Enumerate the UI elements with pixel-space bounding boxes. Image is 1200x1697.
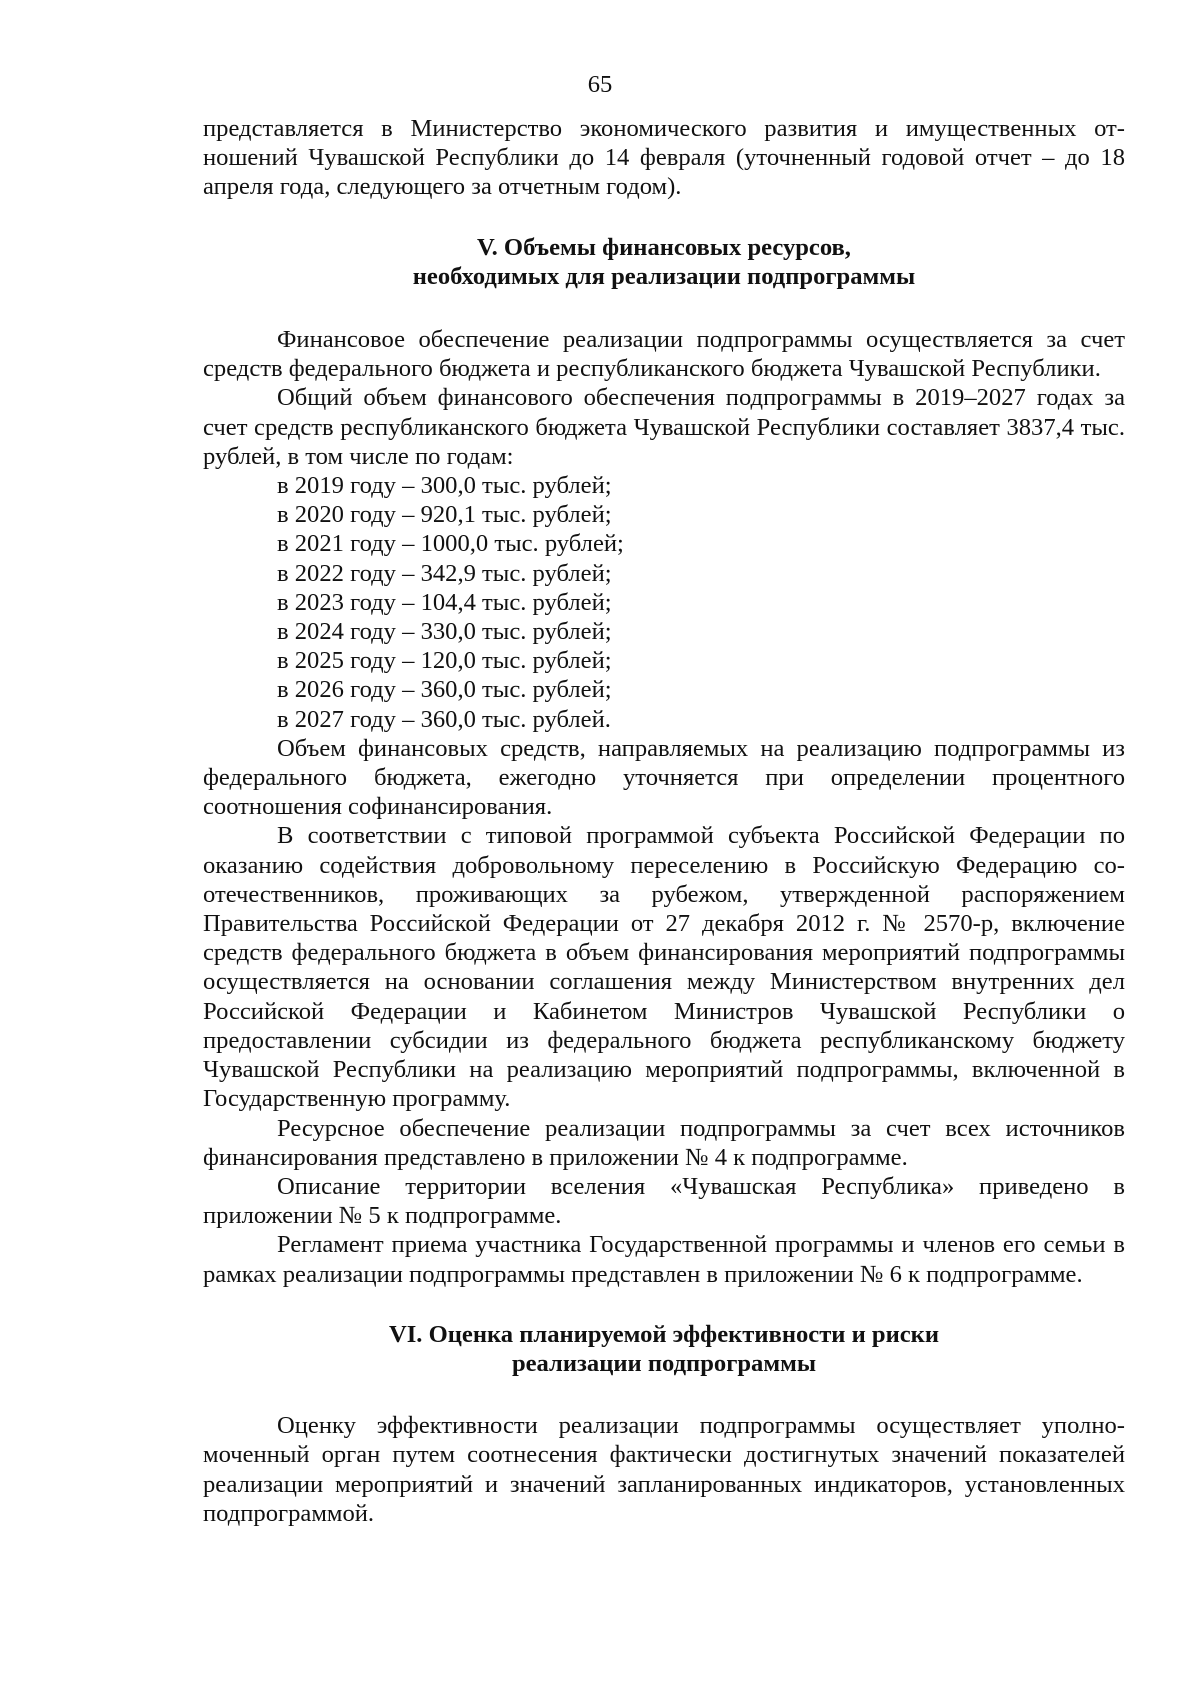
funding-year-item: в 2027 году – 360,0 тыс. рублей.: [277, 705, 611, 733]
section-5-paragraph-6: Описание территории вселения «Чувашская Республика» приведено в приложении № 5 к подпрограмме.: [203, 1172, 1125, 1230]
section-6-heading: [203, 1320, 1125, 1378]
funding-year-item: в 2024 году – 330,0 тыс. рублей;: [277, 618, 612, 646]
section-5-heading-line-1: V. Объемы финансовых ресурсов,: [477, 233, 851, 261]
page-number: 65: [587, 71, 613, 98]
funding-year-item: в 2020 году – 920,1 тыс. рублей;: [277, 501, 612, 529]
section-6-paragraph-1: Оценку эффективности реализации подпрограммы осуществляет уполномоченный орган путем соотнесения фактически достигнутых значений показателей реализации мероприятий и значений запланированных индикаторов, установленных подпрограммой.: [203, 1412, 1125, 1527]
section-5-paragraph-3: Объем финансовых средств, направляемых на реализацию подпрограммы из федерального бюджета, ежегодно уточняется при определении процентного соотношения софинансирования.: [203, 734, 1125, 821]
intro-paragraph: представляется в Министерство экономического развития и имущественных отношений Чувашской Республики до 14 февраля (уточненный годовой отчет – до 18 апреля года, следующего за отчетным годом).: [203, 115, 1125, 201]
section-5-paragraph-5: Ресурсное обеспечение реализации подпрограммы за счет всех источников финансирования представлено в приложении № 4 к подпрограмме.: [203, 1114, 1125, 1171]
funding-year-item: в 2021 году – 1000,0 тыс. рублей;: [277, 530, 624, 558]
funding-year-item: в 2019 году – 300,0 тыс. рублей;: [277, 472, 612, 500]
funding-by-year-list: [203, 471, 1125, 734]
section-5-paragraph-7: Регламент приема участника Государственной программы и членов его семьи в рамках реализации подпрограммы представлен в приложении № 6 к подпрограмме.: [203, 1231, 1125, 1288]
funding-year-item: в 2026 году – 360,0 тыс. рублей;: [277, 676, 612, 704]
section-5-heading: [203, 233, 1125, 291]
page-content: [203, 114, 1125, 1528]
section-6-heading-line-2: реализации подпрограммы: [511, 1349, 817, 1377]
section-5-paragraph-1: Финансовое обеспечение реализации подпрограммы осуществляется за счет средств федерального бюджета и республиканского бюджета Чувашской Республики.: [203, 326, 1125, 383]
funding-year-item: в 2025 году – 120,0 тыс. рублей;: [277, 647, 612, 675]
funding-year-item: в 2022 году – 342,9 тыс. рублей;: [277, 559, 612, 587]
funding-year-item: в 2023 году – 104,4 тыс. рублей;: [277, 588, 612, 616]
section-5-paragraph-4: В соответствии с типовой программой субъекта Российской Федерации по оказанию содействия добровольному переселению в Российскую Федерацию соотечественников, проживающих за рубежом, утвержденной распоряжением Правительства Российской Федерации от 27 декабря 2012 г. № 2570-р, включение средств федерального бюджета в объем финансирования мероприятий подпрограммы осуществляется на основании соглашения между Министерством внутренних дел Российской Федерации и Кабинетом Министров Чувашской Республики о предоставлении субсидии из федерального бюджета республиканскому бюджету Чувашской Республики на реализацию мероприятий подпрограммы, включенной в Государственную программу.: [203, 822, 1125, 1113]
section-5-heading-line-2: необходимых для реализации подпрограммы: [412, 262, 916, 290]
section-5-paragraph-2: Общий объем финансового обеспечения подпрограммы в 2019–2027 годах за счет средств республиканского бюджета Чувашской Республики составляет 3837,4 тыс. рублей, в том числе по годам:: [203, 384, 1125, 470]
section-6-heading-line-1: VI. Оценка планируемой эффективности и риски: [388, 1320, 940, 1348]
